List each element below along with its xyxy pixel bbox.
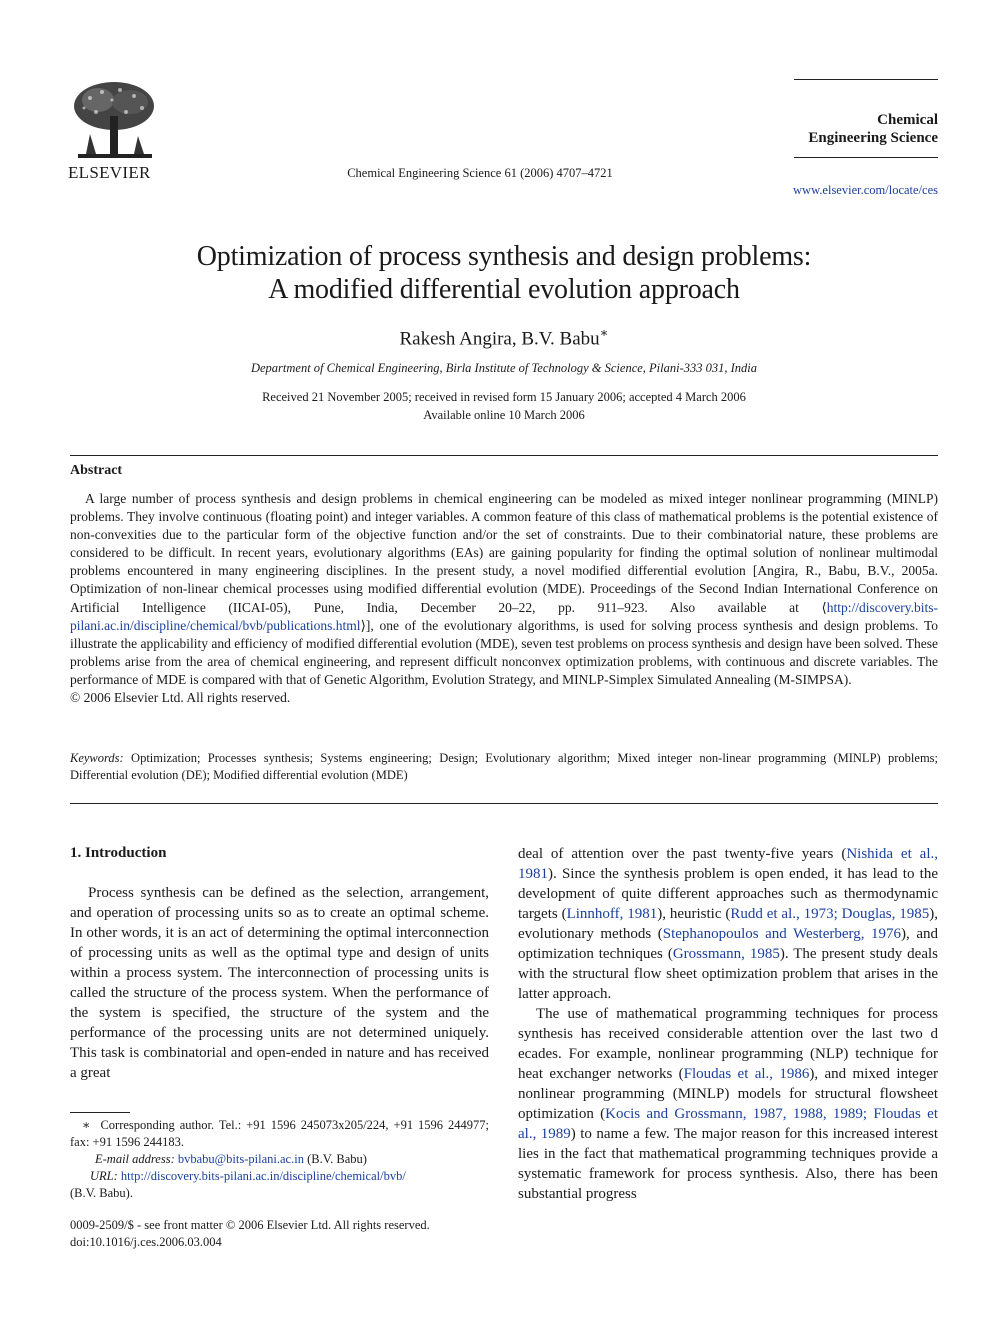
abstract-text-1: A large number of process synthesis and design problems in chemical engineering can be modeled as mixed integer nonlinear programming (MINLP) problems. They involve continuous (floating point) and integer variables. A common feature of this class of mathematical problems is the potential existence of non-convexities due to the particular form of the objective function and/or the set of constraints. Due to their combinatorial nature, these problems are considered to be difficult. In recent years, evolutionary algorithms (EAs) are gaining popularity for finding the optimal solution of nonlinear multimodal problems encountered in many engineering disciplines. In the present study, a novel modified differential evolution [Angira, R., Babu, B.V., 2005a. Optimization of non-linear chemical processes using modified differential evolution (MDE). Proceedings of the Second Indian International Conference on Artificial Intelligence (IICAI-05), Pune, India, December 20–22, pp. 911–923. Also available at ⟨ [70, 491, 938, 615]
citation-link-grossmann[interactable]: Grossmann, 1985 [672, 946, 780, 962]
text-run: ). The present study deals with the structural flow sheet optimization problem that arises in the latter approach. [518, 946, 939, 1002]
publisher-name: ELSEVIER [68, 163, 151, 182]
text-run: The use of mathematical programming techniques for process synthesis has received considerable attention over the last two d ecades. For example, nonlinear programming (NLP) technique for heat exchanger networks ( [518, 1006, 938, 1082]
left-column [70, 883, 489, 1083]
citation-link-floudas-1986[interactable]: Floudas et al., 1986 [683, 1066, 810, 1082]
corresponding-author-mark[interactable]: ∗ [599, 325, 609, 340]
journal-name [760, 111, 938, 147]
text-run: ), heuristic ( [657, 906, 731, 922]
intro-paragraph-2 [518, 1004, 938, 1204]
footnote-mark: ∗ [82, 1118, 91, 1132]
text-run: ). Since the synthesis problem is open ended, it has lead to the development of quite different approaches such as thermodynamic targets ( [518, 866, 938, 922]
affiliation: Department of Chemical Engineering, Birla Institute of Technology & Science, Pilani-333 031, India [250, 361, 758, 375]
abstract-copyright: © 2006 Elsevier Ltd. All rights reserved. [70, 690, 291, 706]
citation-link-linnhoff[interactable]: Linnhoff, 1981 [566, 906, 658, 922]
citation-link-kocis-floudas[interactable]: Kocis and Grossmann, 1987, 1988, 1989; Floudas et al., 1989 [518, 1106, 938, 1142]
email-label: E-mail address: [95, 1152, 175, 1166]
email-link[interactable]: bvbabu@bits-pilani.ac.in [177, 1152, 304, 1166]
intro-paragraph-1: Process synthesis can be defined as the selection, arrangement, and operation of processing units so as to create an optimal scheme. In other words, it is an act of determining the optimal interconnection of processing units as well as the optimal type and design of units within a process system. The interconnection of processing units is called the structure of the process system. When the performance of the system is specified, the structure of the system and the performance of the processing units are not determined uniquely. This task is combinatorial and open-ended in nature and has received a great [70, 885, 489, 1081]
header-rule-bottom [794, 157, 938, 158]
title-line2: A modified differential evolution approach [268, 274, 740, 305]
front-matter-line: 0009-2509/$ - see front matter © 2006 Elsevier Ltd. All rights reserved. [70, 1218, 430, 1232]
corresponding-author-footnote [70, 1117, 489, 1151]
abstract-bottom-rule [70, 803, 938, 804]
received-dates: Received 21 November 2005; received in revised form 15 January 2006; accepted 4 March 2006 [262, 390, 746, 404]
text-run: deal of attention over the past twenty-five years ( [518, 846, 847, 862]
footnote-text: Corresponding author. Tel.: +91 1596 245073x205/224, +91 1596 244977; fax: +91 1596 244183. [70, 1118, 489, 1149]
text-run: ), and optimization techniques ( [518, 926, 939, 962]
authors-text: Rakesh Angira, B.V. Babu [399, 328, 600, 350]
homepage-url-link[interactable]: http://discovery.bits-pilani.ac.in/discipline/chemical/bvb/ [120, 1169, 406, 1183]
journal-name-line2: Engineering Science [808, 130, 938, 146]
citation-link-stephanopoulos[interactable]: Stephanopoulos and Westerberg, 1976 [662, 926, 902, 942]
available-online-date: Available online 10 March 2006 [423, 407, 585, 422]
front-matter [70, 1217, 489, 1251]
author-list [70, 325, 938, 350]
section-heading-introduction: 1. Introduction [70, 845, 167, 861]
citation-link-nishida[interactable]: Nishida et al., 1981 [518, 846, 938, 882]
citation-link-rudd-douglas[interactable]: Rudd et al., 1973; Douglas, 1985 [730, 906, 930, 922]
article-dates [70, 389, 938, 424]
abstract-top-rule [70, 455, 938, 456]
keywords-label: Keywords: [70, 751, 124, 765]
keywords-text: Optimization; Processes synthesis; Systems engineering; Design; Evolutionary algorithm; Mixed integer non-linear programming (MINLP) problems; Differential evolution (DE); Modified differential evolution (MDE) [70, 751, 939, 782]
url-footnote [70, 1168, 489, 1202]
article-title [70, 240, 938, 306]
footnotes [70, 1117, 489, 1202]
journal-name-line1: Chemical [877, 112, 938, 128]
text-run: ), and mixed integer nonlinear programming (MINLP) models for structural flowsheet optimization ( [518, 1066, 938, 1122]
right-column [518, 844, 938, 1204]
footnote-rule [70, 1112, 130, 1113]
title-line1: Optimization of process synthesis and design problems: [196, 241, 812, 272]
intro-paragraph-1-continued [518, 844, 938, 1004]
tree-logo-icon [68, 78, 160, 164]
url-owner: (B.V. Babu). [70, 1186, 133, 1200]
text-run: ) to name a few. The major reason for this increased interest lies in the fact that mathematical programming techniques provide a systematic framework for process synthesis. Also, there has been substantial progress [518, 1126, 938, 1202]
keywords [70, 750, 938, 783]
email-footnote [70, 1151, 489, 1168]
abstract-paragraph [70, 490, 938, 689]
publications-link[interactable]: http://discovery.bits-pilani.ac.in/discipline/chemical/bvb/publications.html [70, 599, 938, 633]
abstract-body [70, 490, 938, 707]
url-label: URL: [90, 1169, 118, 1183]
text-run: ), evolutionary methods ( [518, 906, 938, 942]
doi[interactable]: doi:10.1016/j.ces.2006.03.004 [70, 1235, 222, 1249]
email-owner: (B.V. Babu) [307, 1152, 367, 1166]
journal-citation: Chemical Engineering Science 61 (2006) 4707–4721 [347, 166, 613, 180]
abstract-heading: Abstract [70, 463, 123, 478]
journal-url-link[interactable]: www.elsevier.com/locate/ces [793, 183, 938, 197]
abstract-text-2: ⟩], one of the evolutionary algorithms, is used for solving process synthesis and design problems. To illustrate the applicability and efficiency of modified differential evolution (MDE), seven test problems on process synthesis and design have been solved. These problems arise from the area of chemical engineering, and represent difficult nonconvex optimization problems, with continuous and discrete variables. The performance of MDE is compared with that of Genetic Algorithm, Evolution Strategy, and MINLP-Simplex Simulated Annealing (M-SIMPSA). [70, 617, 938, 687]
header-rule-top [794, 79, 938, 80]
